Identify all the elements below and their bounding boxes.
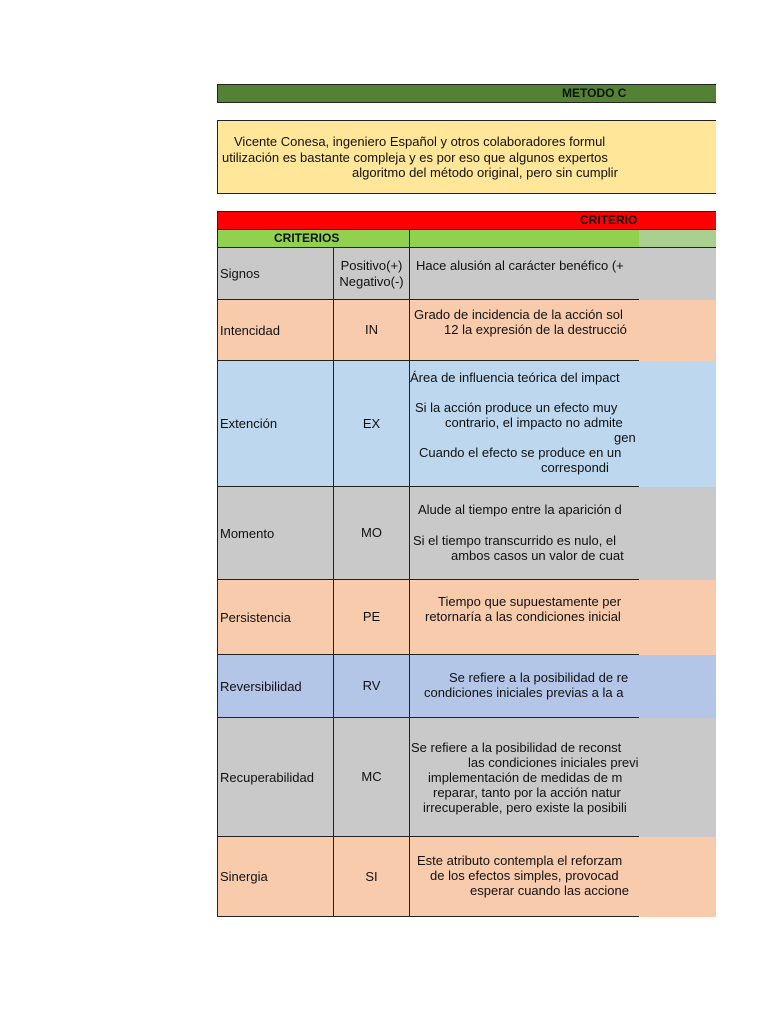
table-row xyxy=(217,487,716,580)
row-desc-line: las condiciones iniciales previ xyxy=(468,755,639,770)
row-name: Intencidad xyxy=(220,322,280,338)
criterios-header-label: CRITERIOS xyxy=(274,231,340,245)
row-desc-cell xyxy=(410,837,639,917)
row-desc-line: retornaría a las condiciones inicial xyxy=(425,609,621,624)
row-code-cell xyxy=(334,487,410,580)
row-code-cell xyxy=(334,248,410,300)
row-desc-cell xyxy=(410,487,639,580)
row-name-cell xyxy=(217,361,334,487)
criterios-header xyxy=(217,230,410,248)
row-extension xyxy=(639,655,716,718)
row-code-cell xyxy=(334,718,410,837)
row-code-cell xyxy=(334,361,410,487)
row-extension xyxy=(639,718,716,837)
row-code: MC xyxy=(361,769,382,784)
row-desc-line: Cuando el efecto se produce en un xyxy=(419,445,622,460)
table-row xyxy=(217,361,716,487)
row-name-cell xyxy=(217,248,334,300)
row-desc-line: irrecuperable, pero existe la posibili xyxy=(423,800,627,815)
row-desc-line: Se refiere a la posibilidad de reconst xyxy=(411,740,622,755)
row-name: Extención xyxy=(220,416,278,431)
row-code-cell xyxy=(334,837,410,917)
row-desc-line: contrario, el impacto no admite xyxy=(445,415,623,430)
table-row xyxy=(217,248,716,300)
row-code: RV xyxy=(362,678,381,693)
criteria-bar-title: CRITERIO xyxy=(580,213,638,227)
row-code: MO xyxy=(361,525,382,540)
table-row xyxy=(217,837,716,917)
row-name-cell xyxy=(217,580,334,655)
table-row xyxy=(217,580,716,655)
row-name: Recuperabilidad xyxy=(220,769,314,785)
row-code: EX xyxy=(362,415,381,431)
row-code: IN xyxy=(365,322,378,337)
row-name-cell xyxy=(217,487,334,580)
row-desc-line: esperar cuando las accione xyxy=(470,883,629,898)
description-header-fill xyxy=(410,230,639,247)
row-extension xyxy=(639,361,716,487)
row-code-cell xyxy=(334,300,410,361)
row-name-cell xyxy=(217,837,334,917)
row-code-cell xyxy=(334,655,410,718)
row-name-cell xyxy=(217,655,334,718)
row-name: Persistencia xyxy=(220,609,291,625)
row-desc-cell xyxy=(410,655,639,718)
row-desc-line: Hace alusión al carácter benéfico (+ xyxy=(416,258,624,273)
criteria-bar xyxy=(217,211,716,230)
row-name: Momento xyxy=(220,525,275,541)
table-row xyxy=(217,300,716,361)
intro-box xyxy=(217,120,716,194)
method-title: METODO C xyxy=(562,86,627,100)
intro-line-3: algoritmo del método original, pero sin cumplir xyxy=(352,165,618,180)
row-desc-line: gen xyxy=(614,430,636,445)
row-desc-cell xyxy=(410,361,639,487)
row-name-cell xyxy=(217,718,334,837)
method-title-bar xyxy=(217,84,716,103)
row-desc-line: Se refiere a la posibilidad de re xyxy=(449,670,629,685)
row-desc-line: Tiempo que supuestamente per xyxy=(438,594,622,609)
table-row xyxy=(217,655,716,718)
row-desc-cell xyxy=(410,248,639,300)
intro-line-1: Vicente Conesa, ingeniero Español y otros colaboradores formul xyxy=(234,134,606,149)
row-extension xyxy=(639,248,716,300)
row-desc-line: Área de influencia teórica del impact xyxy=(410,370,620,385)
row-desc-line: reparar, tanto por la acción natur xyxy=(433,785,621,800)
row-desc-line: Si la acción produce un efecto muy xyxy=(415,400,618,415)
row-desc-cell xyxy=(410,300,639,361)
row-desc-line: de los efectos simples, provocad xyxy=(430,868,619,883)
row-desc-line: Grado de incidencia de la acción sol xyxy=(414,307,623,322)
row-desc-line: Alude al tiempo entre la aparición d xyxy=(418,502,622,517)
row-extension xyxy=(639,580,716,655)
row-name: Reversibilidad xyxy=(220,678,302,694)
row-desc-cell xyxy=(410,580,639,655)
description-header xyxy=(410,230,716,248)
row-desc-cell xyxy=(410,718,639,837)
table-row xyxy=(217,718,716,837)
row-extension xyxy=(639,837,716,917)
row-name-cell xyxy=(217,300,334,361)
row-code-cell xyxy=(334,580,410,655)
row-name: Sinergia xyxy=(220,869,268,884)
row-desc-line: Si el tiempo transcurrido es nulo, el xyxy=(413,533,617,548)
row-desc-line: condiciones iniciales previas a la a xyxy=(424,685,624,700)
row-code: PE xyxy=(362,609,381,624)
intro-line-2: utilización es bastante compleja y es por eso que algunos expertos xyxy=(222,150,608,165)
row-desc-line: Este atributo contempla el reforzam xyxy=(417,853,623,868)
row-desc-line: implementación de medidas de m xyxy=(428,770,623,785)
row-desc-line: correspondi xyxy=(541,460,609,475)
row-extension xyxy=(639,300,716,361)
row-extension xyxy=(639,487,716,580)
row-desc-line: 12 la expresión de la destrucció xyxy=(444,322,627,337)
row-code: SI xyxy=(365,868,378,884)
row-code: Positivo(+) Negativo(-) xyxy=(339,257,404,289)
row-name: Signos xyxy=(220,266,260,281)
row-desc-line: ambos casos un valor de cuat xyxy=(451,548,624,563)
